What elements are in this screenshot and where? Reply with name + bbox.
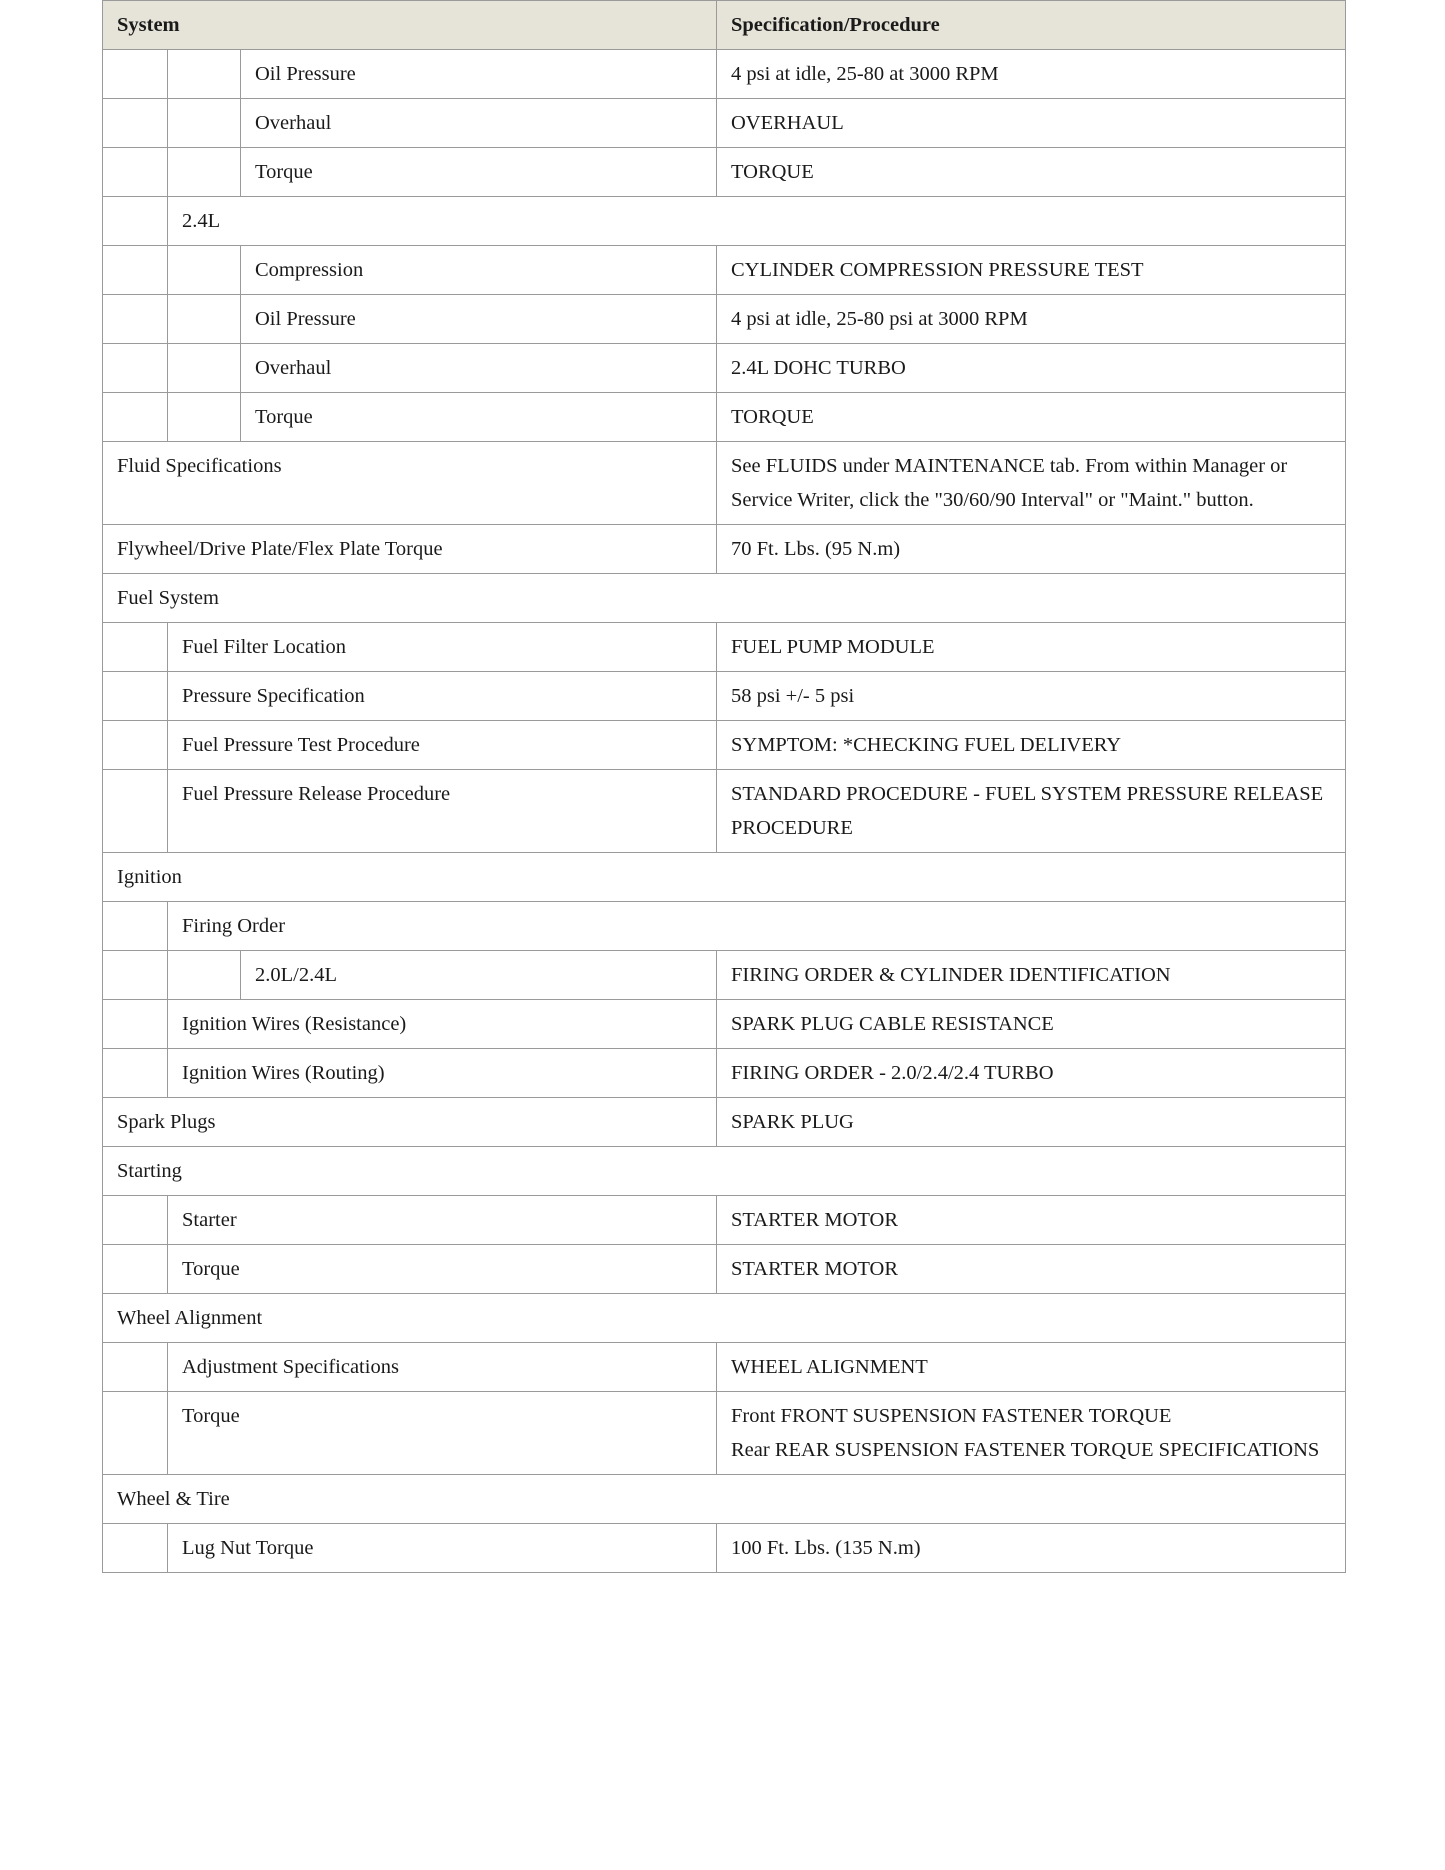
row-value: SPARK PLUG CABLE RESISTANCE — [717, 1000, 1346, 1049]
row-value: TORQUE — [717, 148, 1346, 197]
table-row — [103, 721, 1346, 770]
row-label: Oil Pressure — [241, 50, 717, 99]
table-row — [103, 770, 1346, 853]
table-row — [103, 197, 1346, 246]
indent-cell — [168, 951, 241, 1000]
indent-cell — [103, 344, 168, 393]
table-row — [103, 1343, 1346, 1392]
indent-cell — [103, 148, 168, 197]
row-label: Overhaul — [241, 344, 717, 393]
row-label: Torque — [241, 393, 717, 442]
row-value: 100 Ft. Lbs. (135 N.m) — [717, 1524, 1346, 1573]
table-row — [103, 1392, 1346, 1475]
specifications-table — [102, 0, 1346, 1573]
row-value: 4 psi at idle, 25-80 at 3000 RPM — [717, 50, 1346, 99]
row-label: 2.4L — [168, 197, 1346, 246]
table-row — [103, 525, 1346, 574]
row-label: Torque — [168, 1245, 717, 1294]
table-row — [103, 1196, 1346, 1245]
row-label: Torque — [168, 1392, 717, 1475]
row-value: OVERHAUL — [717, 99, 1346, 148]
table-header-row — [103, 1, 1346, 50]
indent-cell — [103, 951, 168, 1000]
row-value: See FLUIDS under MAINTENANCE tab. From within Manager or Service Writer, click the "30/60/90 Interval" or "Maint." button. — [717, 442, 1346, 525]
row-label: Spark Plugs — [103, 1098, 717, 1147]
table-row — [103, 50, 1346, 99]
row-value: SPARK PLUG — [717, 1098, 1346, 1147]
indent-cell — [103, 902, 168, 951]
indent-cell — [103, 1343, 168, 1392]
header-specification: Specification/Procedure — [717, 1, 1346, 50]
row-label: Fluid Specifications — [103, 442, 717, 525]
row-value: STANDARD PROCEDURE - FUEL SYSTEM PRESSURE RELEASE PROCEDURE — [717, 770, 1346, 853]
indent-cell — [103, 99, 168, 148]
row-label: Oil Pressure — [241, 295, 717, 344]
table-row — [103, 1475, 1346, 1524]
row-value: WHEEL ALIGNMENT — [717, 1343, 1346, 1392]
table-row — [103, 1000, 1346, 1049]
row-value: STARTER MOTOR — [717, 1196, 1346, 1245]
indent-cell — [103, 197, 168, 246]
indent-cell — [168, 99, 241, 148]
indent-cell — [103, 672, 168, 721]
row-label: Starter — [168, 1196, 717, 1245]
row-value: 70 Ft. Lbs. (95 N.m) — [717, 525, 1346, 574]
row-label: Ignition Wires (Routing) — [168, 1049, 717, 1098]
row-label: 2.0L/2.4L — [241, 951, 717, 1000]
row-label: Fuel Pressure Release Procedure — [168, 770, 717, 853]
indent-cell — [168, 344, 241, 393]
indent-cell — [103, 1392, 168, 1475]
table-row — [103, 1294, 1346, 1343]
row-label: Firing Order — [168, 902, 1346, 951]
table-row — [103, 902, 1346, 951]
row-label: Fuel System — [103, 574, 1346, 623]
indent-cell — [103, 623, 168, 672]
row-value: STARTER MOTOR — [717, 1245, 1346, 1294]
indent-cell — [103, 50, 168, 99]
table-row — [103, 853, 1346, 902]
indent-cell — [103, 295, 168, 344]
indent-cell — [103, 1000, 168, 1049]
indent-cell — [168, 50, 241, 99]
indent-cell — [103, 721, 168, 770]
row-value: TORQUE — [717, 393, 1346, 442]
table-row — [103, 1049, 1346, 1098]
indent-cell — [103, 1196, 168, 1245]
row-label: Fuel Pressure Test Procedure — [168, 721, 717, 770]
row-value: 2.4L DOHC TURBO — [717, 344, 1346, 393]
indent-cell — [168, 393, 241, 442]
indent-cell — [103, 246, 168, 295]
row-label: Overhaul — [241, 99, 717, 148]
row-value: FIRING ORDER & CYLINDER IDENTIFICATION — [717, 951, 1346, 1000]
table-row — [103, 148, 1346, 197]
row-label: Flywheel/Drive Plate/Flex Plate Torque — [103, 525, 717, 574]
indent-cell — [168, 246, 241, 295]
table-row — [103, 295, 1346, 344]
row-label: Ignition — [103, 853, 1346, 902]
table-row — [103, 1245, 1346, 1294]
row-label: Wheel & Tire — [103, 1475, 1346, 1524]
row-value: 58 psi +/- 5 psi — [717, 672, 1346, 721]
indent-cell — [103, 1524, 168, 1573]
row-value: FUEL PUMP MODULE — [717, 623, 1346, 672]
table-row — [103, 1524, 1346, 1573]
indent-cell — [168, 295, 241, 344]
indent-cell — [103, 1245, 168, 1294]
row-label: Adjustment Specifications — [168, 1343, 717, 1392]
table-row — [103, 1147, 1346, 1196]
row-label: Torque — [241, 148, 717, 197]
row-value: FIRING ORDER - 2.0/2.4/2.4 TURBO — [717, 1049, 1346, 1098]
table-row — [103, 951, 1346, 1000]
table-row — [103, 1098, 1346, 1147]
table-row — [103, 246, 1346, 295]
indent-cell — [103, 1049, 168, 1098]
row-label: Compression — [241, 246, 717, 295]
row-label: Pressure Specification — [168, 672, 717, 721]
row-label: Ignition Wires (Resistance) — [168, 1000, 717, 1049]
table-row — [103, 99, 1346, 148]
row-label: Wheel Alignment — [103, 1294, 1346, 1343]
row-value: 4 psi at idle, 25-80 psi at 3000 RPM — [717, 295, 1346, 344]
table-row — [103, 442, 1346, 525]
row-value: Front FRONT SUSPENSION FASTENER TORQUE Rear REAR SUSPENSION FASTENER TORQUE SPECIFICATIONS — [717, 1392, 1346, 1475]
row-label: Fuel Filter Location — [168, 623, 717, 672]
indent-cell — [103, 393, 168, 442]
header-system: System — [103, 1, 717, 50]
table-row — [103, 672, 1346, 721]
table-row — [103, 393, 1346, 442]
table-row — [103, 344, 1346, 393]
indent-cell — [103, 770, 168, 853]
row-label: Lug Nut Torque — [168, 1524, 717, 1573]
row-value: CYLINDER COMPRESSION PRESSURE TEST — [717, 246, 1346, 295]
row-value: SYMPTOM: *CHECKING FUEL DELIVERY — [717, 721, 1346, 770]
row-label: Starting — [103, 1147, 1346, 1196]
indent-cell — [168, 148, 241, 197]
table-row — [103, 623, 1346, 672]
table-body — [103, 50, 1346, 1573]
table-row — [103, 574, 1346, 623]
